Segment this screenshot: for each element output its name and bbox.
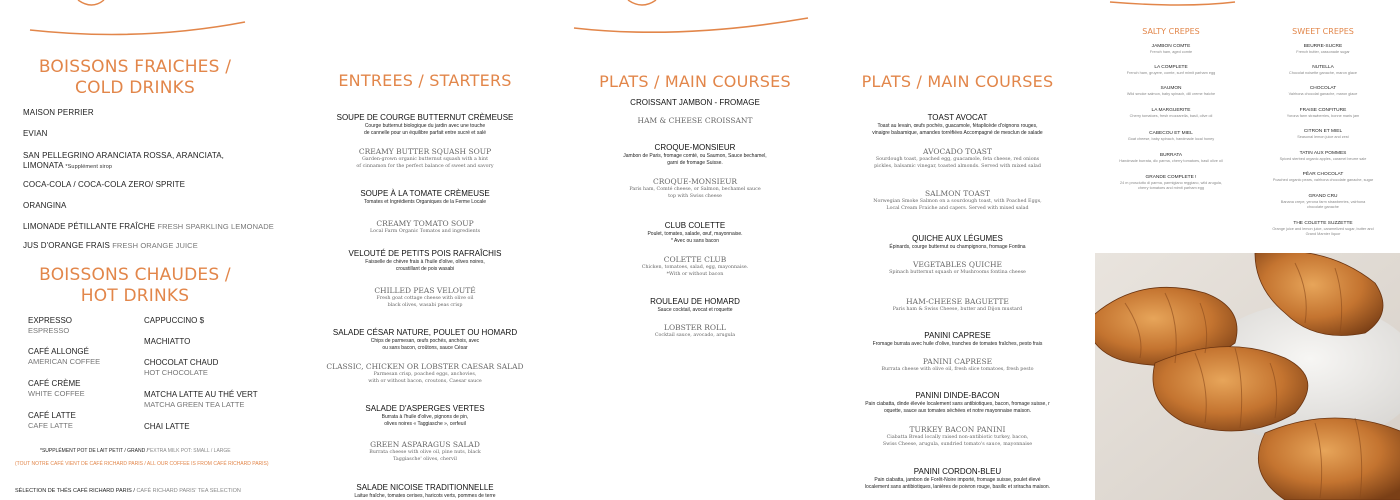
menu-dish: TURKEY BACON PANINI Ciabatta Bread locally raised non-antibiotic turkey, bacon, Swiss Cheese, arugula, sundried tomato's sauce, mayonnaise xyxy=(882,425,1033,447)
menu-dish: CLASSIC, CHICKEN OR LOBSTER CAESAR SALAD Parmesan crisp, poached eggs, anchovies, with or without bacon, croutons, Caesar sauce xyxy=(326,362,524,384)
crepe-item: THE COLETTE SUZZETTE Orange juice and lemon juice, caramelized sugar, butter and Grand Marnier liquor xyxy=(1272,221,1374,236)
main-courses-title: PLATS / MAIN COURSES xyxy=(599,72,791,91)
menu-dish: SALADE D'ASPERGES VERTES Burrata à l'huile d'olive, pignons de pin, olives noires « Taggiasche », cerfeuil xyxy=(365,404,485,427)
menu-dish: SALADE CÉSAR NATURE, POULET OU HOMARD Chips de parmesan, œufs pochés, anchois, avec ou sans bacon, croûtons, sauce César xyxy=(332,328,518,351)
drink-item: EVIAN xyxy=(23,129,48,138)
crepe-item: CABECOU ET MIEL Goat cheese, baby spinach, handmade local honey xyxy=(1127,131,1215,141)
croissant-photo xyxy=(1095,253,1400,500)
hot-drink-item: MACHIATTO xyxy=(144,337,191,346)
menu-dish: SALMON TOAST Norwegian Smoke Salmon on a sourdough toast, with Poached Eggs, Local Cream Fraiche and capers. Served with mixed salad xyxy=(873,189,1042,211)
menu-dish: SALADE NICOISE TRADITIONNELLE Laitue fraîche, tomates cerises, haricots verts, pommes de terre xyxy=(354,483,496,499)
crepe-item: CITRON ET MIEL Seasonal lemon juice and zest xyxy=(1297,129,1349,139)
hot-drink-item: MATCHA LATTE AU THÉ VERT MATCHA GREEN TEA LATTE xyxy=(144,390,258,409)
cold-drinks-title: BOISSONS FRAICHES / COLD DRINKS xyxy=(38,57,232,98)
menu-dish: PANINI DINDE-BACON Pain ciabatta, dinde élevée localement sans antibiotiques, bacon, fromage suisse, r oquette, sauce aux tomates séchées et notre mayonnaise maison. xyxy=(865,391,1050,414)
menu-dish: CROQUE-MONSIEUR Jambon de Paris, fromage comté, ou Saumon, Sauce bechamel, garni de fromage Suisse. xyxy=(623,143,767,166)
menu-dish: GREEN ASPARAGUS SALAD Burrata cheese with olive oil, pine nuts, black Taggiasche' olives, chervil xyxy=(369,440,481,462)
menu-dish: SOUPE DE COURGE BUTTERNUT CRÈMEUSE Courge butternut biologique du jardin avec une touche de cannelle pour un équilibre parfait entre sucré et salé xyxy=(336,113,514,136)
menu-dish: PANINI CAPRESE Fromage burrata avec huile d'olive, tranches de tomates fraîches, pesto frais xyxy=(872,331,1043,347)
menu-dish: HAM-CHEESE BAGUETTE Paris ham & Swiss Cheese, butter and Dijon mustard xyxy=(892,297,1023,312)
menu-dish: TOAST AVOCAT Toast au levain, œufs pochés, guacamole, fétaplicède d'oignons rouges, vinaigre balsamique, amandes torréfiées Accompagné de mesclun de salade xyxy=(872,113,1043,136)
crepe-item: PÊAR CHOCOLAT Poached organic pears, valrhona chocolate ganache, sugar xyxy=(1272,172,1374,182)
decorative-swoosh-icon xyxy=(0,0,280,40)
hot-drink-item: CHAI LATTE xyxy=(144,422,190,431)
hot-drink-item: CAFÉ ALLONGÉ AMERICAN COFFEE xyxy=(28,347,101,366)
drink-item: ORANGINA xyxy=(23,201,67,210)
crepe-item: LA COMPLETE French ham, gruyere, comte, sunf mimit parham egg xyxy=(1126,65,1216,75)
menu-dish: CHILLED PEAS VELOUTÉ Fresh goat cottage cheese with olive oil black olives, wasabi peas crisp xyxy=(374,286,476,308)
hot-drink-item: CAPPUCCINO $ xyxy=(144,316,205,325)
menu-dish: LOBSTER ROLL Cocktail sauce, avocado, arugula xyxy=(654,323,736,338)
main-courses-page-1 xyxy=(570,0,820,500)
hot-drink-item: CHOCOLAT CHAUD HOT CHOCOLATE xyxy=(144,358,219,377)
menu-dish: HAM & CHEESE CROISSANT xyxy=(637,116,753,125)
hot-drink-item: CAFÉ CRÈME WHITE COFFEE xyxy=(28,379,85,398)
salty-crepes-title: SALTY CREPES xyxy=(1142,27,1200,36)
hot-drinks-title: BOISSONS CHAUDES / HOT DRINKS xyxy=(39,265,231,306)
crepe-item: BURRATA Handmade burrata, dlc parma, cherry tomatoes, basil olive oil xyxy=(1119,153,1223,163)
hot-drink-item: CAFÉ LATTE CAFE LATTE xyxy=(28,411,76,430)
menu-dish: CREAMY TOMATO SOUP Local Farm Organic Tomatos and ingredients xyxy=(369,219,481,234)
decorative-swoosh-icon xyxy=(1095,0,1400,12)
drink-item: LIMONATA *Supplément sirop xyxy=(23,161,113,170)
crepe-item: TATIN AUX POMMES Spiced sterbed organic apples, caramel beurre sale xyxy=(1279,151,1367,161)
menu-dish: AVOCADO TOAST Sourdough toast, poached egg, guacamole, feta cheese, red onions pickles, balsamic vinegar, toasted almonds. Served with mixed salad xyxy=(874,147,1041,169)
tea-selection-note: SÉLECTION DE THÉS CAFÉ RICHARD PARIS / CAFÉ RICHARD PARIS' TEA SELECTION xyxy=(15,488,241,494)
menu-dish: ROULEAU DE HOMARD Sauce cocktail, avocat et roquette xyxy=(650,297,740,313)
drinks-page xyxy=(0,0,280,500)
decorative-swoosh-icon xyxy=(570,0,820,40)
menu-dish: PANINI CAPRESE Burrata cheese with olive oil, fresh slice tomatoes, fresh pesto xyxy=(881,357,1034,372)
menu-dish: CLUB COLETTE Poulet, tomates, salade, œuf, mayonnaise. * Avec ou sans bacon xyxy=(647,221,743,244)
crepe-item: LA MARGUERITE Cherry tomatoes, fresh mozzarella, basil, olive oil xyxy=(1129,108,1213,118)
drink-item: MAISON PERRIER xyxy=(23,108,94,117)
menu-dish: VELOUTÉ DE PETITS POIS RAFRAÎCHIS Faisselle de chèvre frais à l'huile d'olive, olives noires, croustillant de pois wasabi xyxy=(348,249,502,272)
starters-title: ENTREES / STARTERS xyxy=(338,71,512,90)
coffee-origin-note: (TOUT NOTRE CAFÉ VIENT DE CAFÉ RICHARD PARIS / ALL OUR COFFEE IS FROM CAFÉ RICHARD PARIS) xyxy=(15,461,269,467)
crepe-item: NUTELLA Chocolat noisette ganache, maron glace xyxy=(1289,65,1357,75)
menu-dish: VEGETABLES QUICHE Spinach butternut squash or Mushrooms fontina cheese xyxy=(889,260,1026,275)
sweet-crepes-title: SWEET CREPES xyxy=(1292,27,1354,36)
drink-item: COCA-COLA / COCA-COLA ZERO/ SPRITE xyxy=(23,180,186,189)
hot-drink-item: EXPRESSO ESPRESSO xyxy=(28,316,73,335)
menu-dish: CROQUE-MONSIEUR Paris ham, Comté cheese, or Salmon, bechamel sauce top with Swiss cheese xyxy=(629,177,761,199)
drink-item: SAN PELLEGRINO ARANCIATA ROSSA, ARANCIATA, xyxy=(23,151,224,160)
menu-dish: COLETTE CLUB Chicken, tomatoes, salad, egg, mayonnaise. *With or without bacon xyxy=(641,255,749,277)
crepes-page xyxy=(1095,0,1400,500)
crepe-item: FRAISE CONFITURE Yorona farm strawberries, bonne maris jam xyxy=(1286,108,1360,118)
milk-supplement-note: *SUPPLÉMENT POT DE LAIT PETIT / GRAND /*EXTRA MILK POT: SMALL / LARGE xyxy=(40,448,231,454)
drink-item: LIMONADE PÉTILLANTE FRAÎCHE FRESH SPARKLING LEMONADE xyxy=(23,222,274,231)
menu-dish: CROISSANT JAMBON - FROMAGE xyxy=(630,98,760,107)
menu-dish: SOUPE À LA TOMATE CRÈMEUSE Tomates et Ingrédients Organiques de la Ferme Locale xyxy=(360,189,490,205)
menu-dish: PANINI CORDON-BLEU Pain ciabatta, jambon de Forêt-Noire importé, fromage suisse, poulet élevé localement sans antibiotiques, lanières de poivron rouge, basilic et sriracha maison. xyxy=(864,467,1051,490)
menu-dish: CREAMY BUTTER SQUASH SOUP Garden-grown organic butternut squash with a hint of cinnamon for the perfect balance of sweet and savory xyxy=(356,147,494,169)
main-courses-title: PLATS / MAIN COURSES xyxy=(861,72,1054,91)
crepe-item: GRAND CRU Banana crepe, yerona farm strawberries, valrhona chocolate ganache xyxy=(1280,194,1366,209)
crepe-item: JAMBON COMTE French ham, aged comte xyxy=(1149,44,1193,54)
main-courses-page-2 xyxy=(820,0,1095,500)
crepe-item: BEURRE-SUCRE French butter, cassonade sugar xyxy=(1296,44,1350,54)
drink-item: JUS D'ORANGE FRAIS FRESH ORANGE JUICE xyxy=(23,241,198,250)
crepe-item: GRANDE COMPLETE ! 24 m prosciutto di parma, parmigiano reggiano, wild arugula, cherry tomatoes and mimit parham egg xyxy=(1120,175,1222,190)
crepe-item: SAUMON Wild smoke salmon, baby spinach, dill creme fraiche xyxy=(1126,86,1216,96)
menu-dish: QUICHE AUX LÉGUMES Épinards, courge butternut ou champignons, fromage Fontina xyxy=(889,234,1026,250)
starters-page xyxy=(280,0,570,500)
crepe-item: CHOCOLAT Valrhona chocolat ganache, maron glace xyxy=(1288,86,1358,96)
